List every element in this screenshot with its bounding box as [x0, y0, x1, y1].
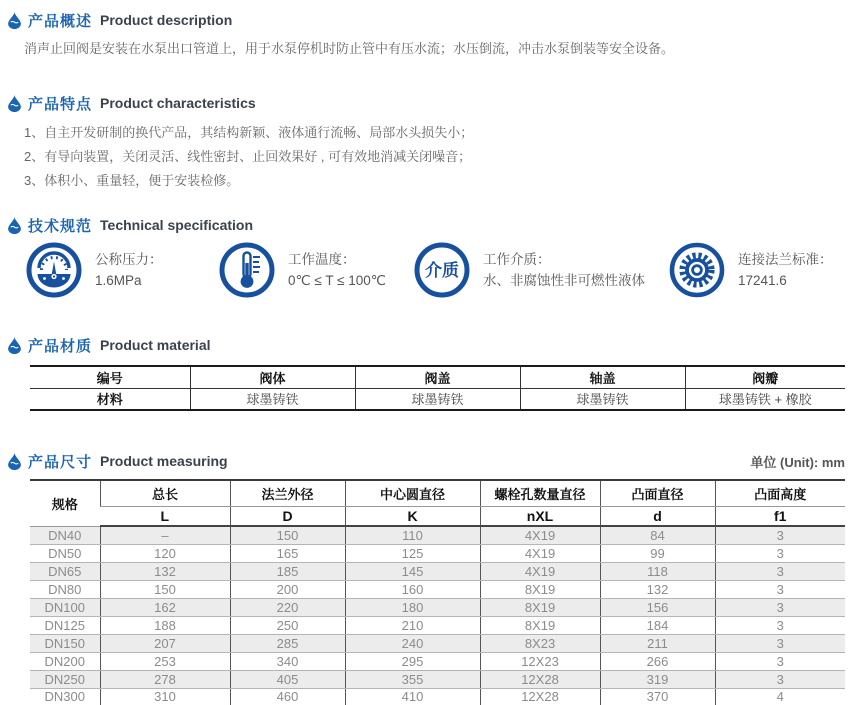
measuring-table-header [30, 480, 845, 526]
measuring-cell: 3 [715, 562, 845, 580]
material-cell: 球墨铸铁 [190, 388, 355, 410]
section-title-zh: 技术规范 [28, 217, 93, 235]
material-table-row [30, 388, 845, 410]
measuring-cell: 250 [230, 616, 345, 634]
measuring-cell: 278 [100, 670, 230, 688]
measuring-spec-header: 规格 [30, 480, 100, 526]
material-col-header: 轴盖 [520, 366, 685, 388]
measuring-cell: 8X19 [480, 598, 600, 616]
measuring-cell: 220 [230, 598, 345, 616]
section-title-zh: 产品材质 [28, 337, 93, 355]
measuring-col-name: 凸面直径 [600, 480, 715, 506]
measuring-cell: 3 [715, 580, 845, 598]
section-title-zh: 产品特点 [28, 95, 93, 113]
spec-label: 公称压力： [95, 252, 163, 267]
measuring-cell: 405 [230, 670, 345, 688]
measuring-cell: 150 [100, 580, 230, 598]
material-cell: 球墨铸铁 [520, 388, 685, 410]
spec-label: 工作温度： [288, 252, 356, 267]
measuring-cell: 184 [600, 616, 715, 634]
measuring-cell: 210 [345, 616, 480, 634]
measuring-cell: 4X19 [480, 544, 600, 562]
measuring-spec-cell: DN65 [30, 562, 100, 580]
material-col-header: 编号 [30, 366, 190, 388]
measuring-spec-cell: DN200 [30, 652, 100, 670]
material-cell: 球墨铸铁 [355, 388, 520, 410]
section-title-en: Technical specification [100, 217, 254, 233]
measuring-col-symbol: nXL [480, 506, 600, 526]
material-cell: 球墨铸铁 + 橡胶 [685, 388, 845, 410]
spec-value: 17241.6 [738, 273, 787, 288]
measuring-spec-cell: DN80 [30, 580, 100, 598]
measuring-cell: 3 [715, 634, 845, 652]
measuring-table-row [30, 688, 845, 705]
measuring-table [30, 479, 845, 705]
spec-value: 水、非腐蚀性非可燃性液体 [483, 273, 645, 288]
measuring-cell: 120 [100, 544, 230, 562]
measuring-cell: 3 [715, 670, 845, 688]
characteristic-item: 1、自主开发研制的换代产品，其结构新颖、液体通行流畅、局部水头损失小； [24, 125, 474, 140]
material-table-header-row [30, 366, 845, 388]
measuring-cell: 145 [345, 562, 480, 580]
measuring-cell: 162 [100, 598, 230, 616]
measuring-col-symbol: L [100, 506, 230, 526]
measuring-spec-cell: DN100 [30, 598, 100, 616]
spec-text [738, 249, 833, 291]
spec-item-pressure [25, 241, 163, 299]
droplet-icon [8, 453, 21, 470]
measuring-cell: 165 [230, 544, 345, 562]
measuring-cell: 207 [100, 634, 230, 652]
characteristic-item: 3、体积小、重量轻，便于安装检修。 [24, 173, 240, 188]
measuring-cell: 125 [345, 544, 480, 562]
measuring-cell: 150 [230, 526, 345, 544]
droplet-icon [8, 337, 21, 354]
measuring-table-row [30, 562, 845, 580]
measuring-cell: 355 [345, 670, 480, 688]
measuring-cell: 253 [100, 652, 230, 670]
medium-icon [413, 241, 471, 299]
measuring-table-row [30, 652, 845, 670]
measuring-cell: 3 [715, 526, 845, 544]
flange-gear-icon [668, 241, 726, 299]
measuring-cell: 295 [345, 652, 480, 670]
measuring-cell: 200 [230, 580, 345, 598]
measuring-spec-cell: DN300 [44, 689, 85, 705]
measuring-spec-cell: DN250 [30, 670, 100, 688]
measuring-col-name: 中心圆直径 [345, 480, 480, 506]
characteristics-list [24, 121, 854, 193]
section-header-measuring-bar [0, 451, 854, 471]
measuring-cell: 185 [230, 562, 345, 580]
measuring-cell: 310 [100, 688, 230, 705]
measuring-cell: 211 [600, 634, 715, 652]
measuring-cell: 3 [715, 652, 845, 670]
material-col-header: 阀体 [190, 366, 355, 388]
measuring-col-name: 总长 [100, 480, 230, 506]
spec-text [483, 249, 645, 291]
measuring-col-symbol: D [230, 506, 345, 526]
spec-label: 工作介质： [483, 252, 551, 267]
material-row-label: 材料 [96, 392, 123, 408]
measuring-cell: 12X23 [480, 652, 600, 670]
measuring-cell: 3 [715, 544, 845, 562]
medium-icon-text: 介质 [425, 261, 459, 280]
measuring-cell: 410 [345, 688, 480, 705]
section-header-characteristics [8, 93, 854, 113]
measuring-cell: 110 [345, 526, 480, 544]
spec-value: 0℃ ≤ T ≤ 100℃ [288, 273, 386, 288]
section-title-en: Product description [100, 12, 233, 28]
measuring-cell: 8X23 [480, 634, 600, 652]
measuring-table-row [30, 634, 845, 652]
measuring-header-names-row [30, 480, 845, 506]
measuring-cell: 180 [345, 598, 480, 616]
measuring-cell: 4X19 [480, 526, 600, 544]
section-title-en: Product characteristics [100, 95, 256, 111]
droplet-icon [8, 217, 21, 234]
specification-items [0, 241, 854, 303]
measuring-cell: 12X28 [480, 688, 600, 705]
measuring-cell: 12X28 [480, 670, 600, 688]
measuring-cell: 118 [600, 562, 715, 580]
measuring-table-row [30, 670, 845, 688]
characteristic-item: 2、有导向装置，关闭灵活、线性密封、止回效果好 , 可有效地消减关闭噪音； [24, 149, 472, 164]
measuring-col-name: 法兰外径 [230, 480, 345, 506]
measuring-spec-cell: DN40 [30, 526, 100, 544]
section-title-zh: 产品概述 [28, 12, 93, 30]
measuring-cell: 340 [230, 652, 345, 670]
measuring-cell: 3 [715, 616, 845, 634]
measuring-cell: 460 [230, 688, 345, 705]
measuring-spec-cell: DN125 [30, 616, 100, 634]
section-header-overview [8, 10, 854, 30]
spec-item-flange [668, 241, 833, 299]
thermometer-icon [218, 241, 276, 299]
measuring-table-row [30, 544, 845, 562]
measuring-spec-cell: DN50 [30, 544, 100, 562]
section-header-material [8, 335, 854, 355]
measuring-cell: 132 [600, 580, 715, 598]
measuring-col-symbol: K [345, 506, 480, 526]
section-title-en: Product measuring [100, 453, 228, 469]
measuring-cell: 3 [715, 598, 845, 616]
measuring-spec-cell: DN150 [30, 634, 100, 652]
measuring-cell: 319 [600, 670, 715, 688]
unit-label: 单位 (Unit): mm [750, 455, 845, 470]
measuring-cell: 240 [345, 634, 480, 652]
measuring-table-row [30, 616, 845, 634]
measuring-col-symbol: f1 [715, 506, 845, 526]
measuring-table-row [30, 526, 845, 544]
measuring-cell: 4X19 [480, 562, 600, 580]
material-table [30, 365, 845, 411]
measuring-cell: 266 [600, 652, 715, 670]
measuring-cell: 8X19 [480, 616, 600, 634]
measuring-cell: 160 [345, 580, 480, 598]
measuring-col-name: 凸面高度 [715, 480, 845, 506]
spec-label: 连接法兰标准： [738, 252, 833, 267]
measuring-cell: 156 [600, 598, 715, 616]
measuring-cell: 285 [230, 634, 345, 652]
material-col-header: 阀瓣 [685, 366, 845, 388]
droplet-icon [8, 95, 21, 112]
section-header-specification [8, 215, 854, 235]
section-title-zh: 产品尺寸 [28, 453, 93, 471]
measuring-cell: 188 [100, 616, 230, 634]
measuring-cell: 84 [600, 526, 715, 544]
measuring-cell: – [100, 526, 230, 544]
pressure-gauge-icon [25, 241, 83, 299]
measuring-table-row [30, 580, 845, 598]
measuring-cell: 370 [600, 688, 715, 705]
measuring-header-symbols-row [30, 506, 845, 526]
measuring-cell: 8X19 [480, 580, 600, 598]
section-header-measuring [8, 451, 228, 471]
overview-text: 消声止回阀是安装在水泵出口管道上，用于水泵停机时防止管中有压水流；水压倒流，冲击水泵倒装等安全设备。 [24, 41, 675, 56]
spec-value: 1.6MPa [95, 273, 142, 288]
measuring-cell: 99 [600, 544, 715, 562]
measuring-col-symbol: d [600, 506, 715, 526]
measuring-col-name: 螺栓孔数量直径 [480, 480, 600, 506]
section-title-en: Product material [100, 337, 211, 353]
spec-text [95, 249, 163, 291]
measuring-cell: 4 [715, 688, 845, 705]
measuring-table-row [30, 598, 845, 616]
spec-item-temperature [218, 241, 386, 299]
spec-item-medium [413, 241, 645, 299]
spec-text [288, 249, 386, 291]
measuring-cell: 132 [100, 562, 230, 580]
droplet-icon [8, 12, 21, 29]
measuring-table-body [30, 526, 845, 705]
material-col-header: 阀盖 [355, 366, 520, 388]
